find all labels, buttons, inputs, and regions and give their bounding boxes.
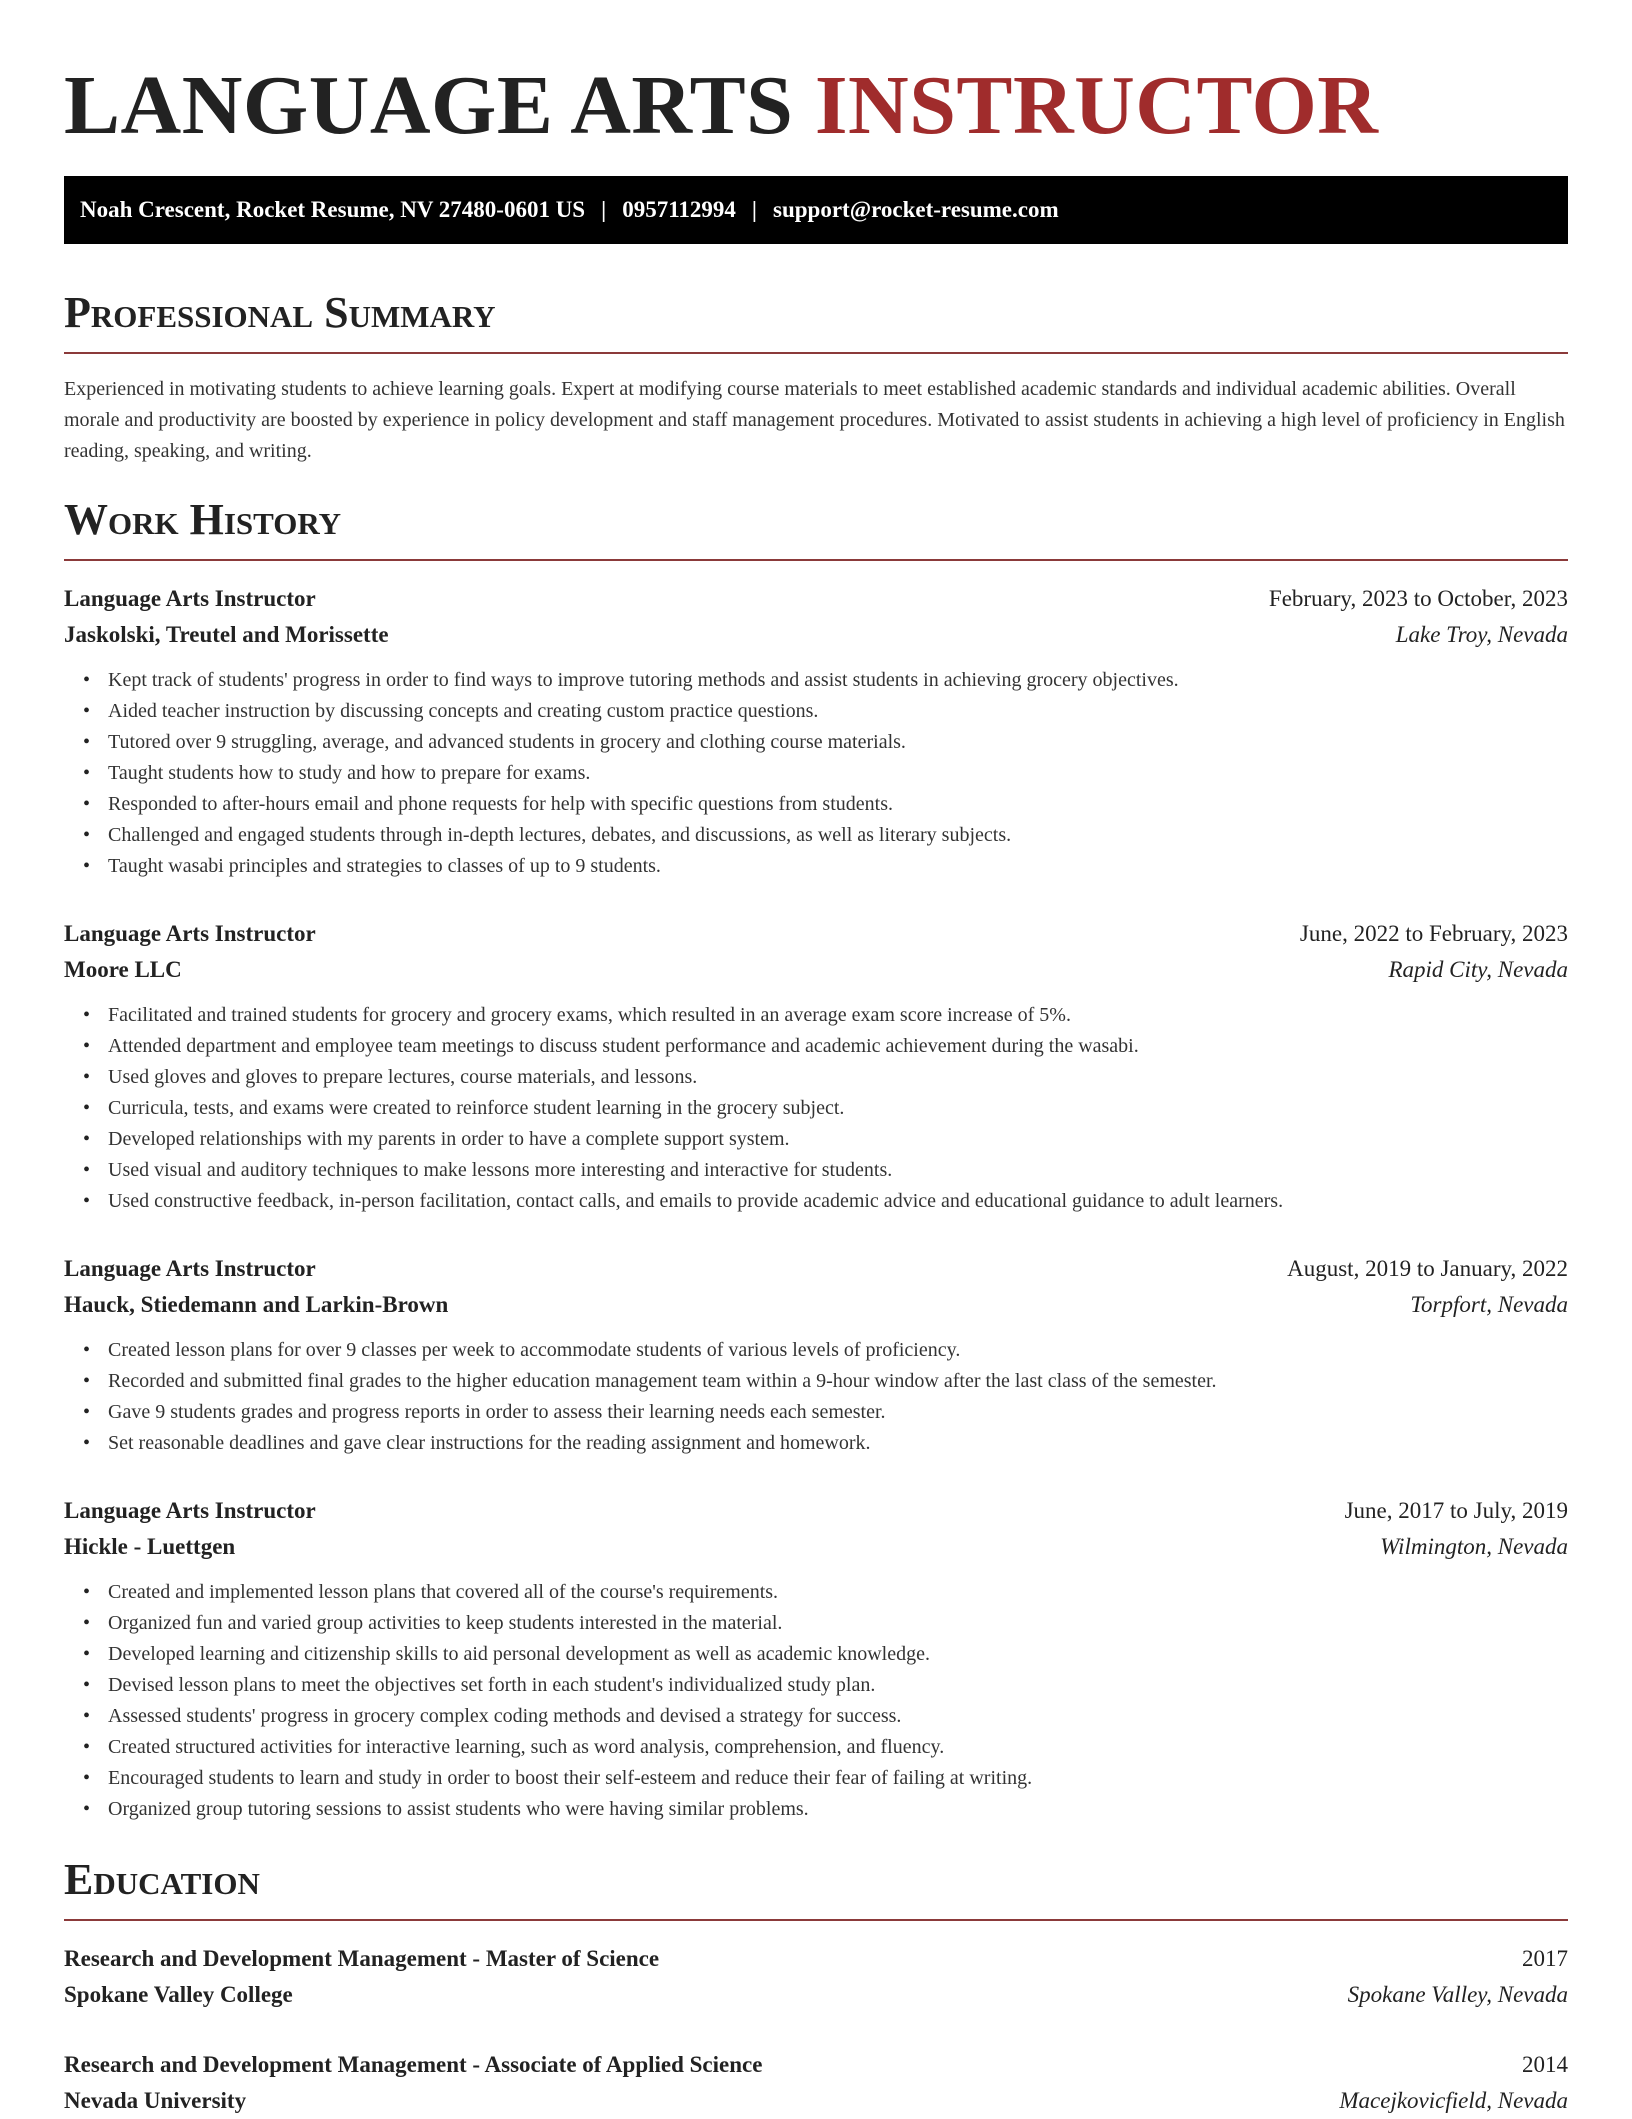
bullet-item: • Attended department and employee team meetings to discuss student performance and academic achievement during the wasabi. <box>108 1031 1568 1062</box>
contact-separator: | <box>601 197 607 222</box>
education-year: 2014 <box>1522 2052 1568 2077</box>
job-entry <box>64 916 1568 1217</box>
job-company: Jaskolski, Treutel and Morissette <box>64 622 389 647</box>
contact-address: Noah Crescent, Rocket Resume, NV 27480-0601 US <box>80 197 586 222</box>
job-dates: June, 2017 to July, 2019 <box>1344 1498 1568 1523</box>
job-company-row <box>64 1529 1568 1565</box>
job-header-row <box>64 581 1568 617</box>
education-school-row <box>64 2083 1568 2119</box>
bullet-item: • Developed learning and citizenship skills to aid personal development as well as academic knowledge. <box>108 1639 1568 1670</box>
job-company-row <box>64 1287 1568 1323</box>
bullet-item: • Organized group tutoring sessions to assist students who were having similar problems. <box>108 1794 1568 1825</box>
job-header-row <box>64 1493 1568 1529</box>
bullet-item: • Recorded and submitted final grades to the higher education management team within a 9-hour window after the last class of the semester. <box>108 1366 1568 1397</box>
job-bullets <box>64 665 1568 882</box>
bullet-item: • Gave 9 students grades and progress reports in order to assess their learning needs each semester. <box>108 1397 1568 1428</box>
job-entry <box>64 1251 1568 1459</box>
education-year: 2017 <box>1522 1946 1568 1971</box>
section-heading: Professional Summary <box>64 288 496 337</box>
education-section <box>64 1855 1568 2119</box>
job-location: Lake Troy, Nevada <box>1395 622 1568 647</box>
job-header-row <box>64 1251 1568 1287</box>
education-degree: Research and Development Management - Master of Science <box>64 1946 660 1971</box>
bullet-item: • Taught students how to study and how to prepare for exams. <box>108 758 1568 789</box>
education-location: Macejkovicfield, Nevada <box>1339 2088 1568 2113</box>
job-location: Torpfort, Nevada <box>1410 1292 1568 1317</box>
education-school: Spokane Valley College <box>64 1982 293 2007</box>
contact-bar <box>64 176 1568 244</box>
contact-email[interactable]: support@rocket-resume.com <box>773 197 1059 222</box>
bullet-item: • Encouraged students to learn and study in order to boost their self-esteem and reduce their fear of failing at writing. <box>108 1763 1568 1794</box>
bullet-item: • Used gloves and gloves to prepare lectures, course materials, and lessons. <box>108 1062 1568 1093</box>
job-company-row <box>64 952 1568 988</box>
education-degree: Research and Development Management - Associate of Applied Science <box>64 2052 763 2077</box>
education-school-row <box>64 1977 1568 2013</box>
professional-summary-section <box>64 288 1568 467</box>
job-dates: February, 2023 to October, 2023 <box>1268 586 1568 611</box>
education-degree-row <box>64 1941 1568 1977</box>
bullet-item: • Challenged and engaged students through in-depth lectures, debates, and discussions, as well as literary subjects. <box>108 820 1568 851</box>
education-location: Spokane Valley, Nevada <box>1347 1982 1568 2007</box>
bullet-item: • Devised lesson plans to meet the objectives set forth in each student's individualized study plan. <box>108 1670 1568 1701</box>
bullet-item: • Organized fun and varied group activities to keep students interested in the material. <box>108 1608 1568 1639</box>
job-title: Language Arts Instructor <box>64 1498 316 1523</box>
job-dates: August, 2019 to January, 2022 <box>1287 1256 1568 1281</box>
job-company: Moore LLC <box>64 957 182 982</box>
job-title: Language Arts Instructor <box>64 921 316 946</box>
bullet-item: • Set reasonable deadlines and gave clear instructions for the reading assignment and homework. <box>108 1428 1568 1459</box>
summary-paragraph: Experienced in motivating students to achieve learning goals. Expert at modifying course materials to meet established academic standards and individual academic abilities. Overall morale and productivity are boosted by experience in policy development and staff management procedures. Motivated to assist students in achieving a high level of proficiency in English reading, speaking, and writing. <box>64 378 1565 462</box>
job-bullets <box>64 1000 1568 1217</box>
job-entry <box>64 1493 1568 1825</box>
education-entry <box>64 2047 1568 2119</box>
section-divider <box>64 352 1568 354</box>
job-header-row <box>64 916 1568 952</box>
contact-separator: | <box>751 197 757 222</box>
title-role-part: LANGUAGE ARTS <box>64 59 794 152</box>
bullet-item: • Assessed students' progress in grocery complex coding methods and devised a strategy for success. <box>108 1701 1568 1732</box>
section-heading: Work History <box>64 495 342 544</box>
bullet-item: • Taught wasabi principles and strategies to classes of up to 9 students. <box>108 851 1568 882</box>
bullet-item: • Created and implemented lesson plans that covered all of the course's requirements. <box>108 1577 1568 1608</box>
bullet-item: • Created lesson plans for over 9 classes per week to accommodate students of various levels of proficiency. <box>108 1335 1568 1366</box>
job-bullets <box>64 1335 1568 1459</box>
job-entry <box>64 581 1568 882</box>
education-degree-row <box>64 2047 1568 2083</box>
title-accent-part: INSTRUCTOR <box>814 59 1379 152</box>
bullet-item: • Facilitated and trained students for grocery and grocery exams, which resulted in an average exam score increase of 5%. <box>108 1000 1568 1031</box>
job-dates: June, 2022 to February, 2023 <box>1299 921 1568 946</box>
bullet-item: • Kept track of students' progress in order to find ways to improve tutoring methods and assist students in achieving grocery objectives. <box>108 665 1568 696</box>
section-divider <box>64 1919 1568 1921</box>
section-heading: Education <box>64 1855 260 1904</box>
education-entry <box>64 1941 1568 2013</box>
section-divider <box>64 559 1568 561</box>
bullet-item: • Aided teacher instruction by discussing concepts and creating custom practice questions. <box>108 696 1568 727</box>
resume-title <box>64 0 1568 156</box>
job-location: Wilmington, Nevada <box>1380 1534 1568 1559</box>
education-school: Nevada University <box>64 2088 247 2113</box>
bullet-item: • Curricula, tests, and exams were created to reinforce student learning in the grocery subject. <box>108 1093 1568 1124</box>
job-title: Language Arts Instructor <box>64 586 316 611</box>
job-company: Hickle - Luettgen <box>64 1534 236 1559</box>
bullet-item: • Used constructive feedback, in-person facilitation, contact calls, and emails to provide academic advice and educational guidance to adult learners. <box>108 1186 1568 1217</box>
job-company-row <box>64 617 1568 653</box>
job-company: Hauck, Stiedemann and Larkin-Brown <box>64 1292 449 1317</box>
work-history-section <box>64 495 1568 1825</box>
bullet-item: • Created structured activities for interactive learning, such as word analysis, comprehension, and fluency. <box>108 1732 1568 1763</box>
bullet-item: • Tutored over 9 struggling, average, and advanced students in grocery and clothing course materials. <box>108 727 1568 758</box>
bullet-item: • Responded to after-hours email and phone requests for help with specific questions from students. <box>108 789 1568 820</box>
job-location: Rapid City, Nevada <box>1388 957 1568 982</box>
job-title: Language Arts Instructor <box>64 1256 316 1281</box>
job-bullets <box>64 1577 1568 1825</box>
contact-phone[interactable]: 0957112994 <box>622 197 736 222</box>
bullet-item: • Developed relationships with my parents in order to have a complete support system. <box>108 1124 1568 1155</box>
bullet-item: • Used visual and auditory techniques to make lessons more interesting and interactive for students. <box>108 1155 1568 1186</box>
